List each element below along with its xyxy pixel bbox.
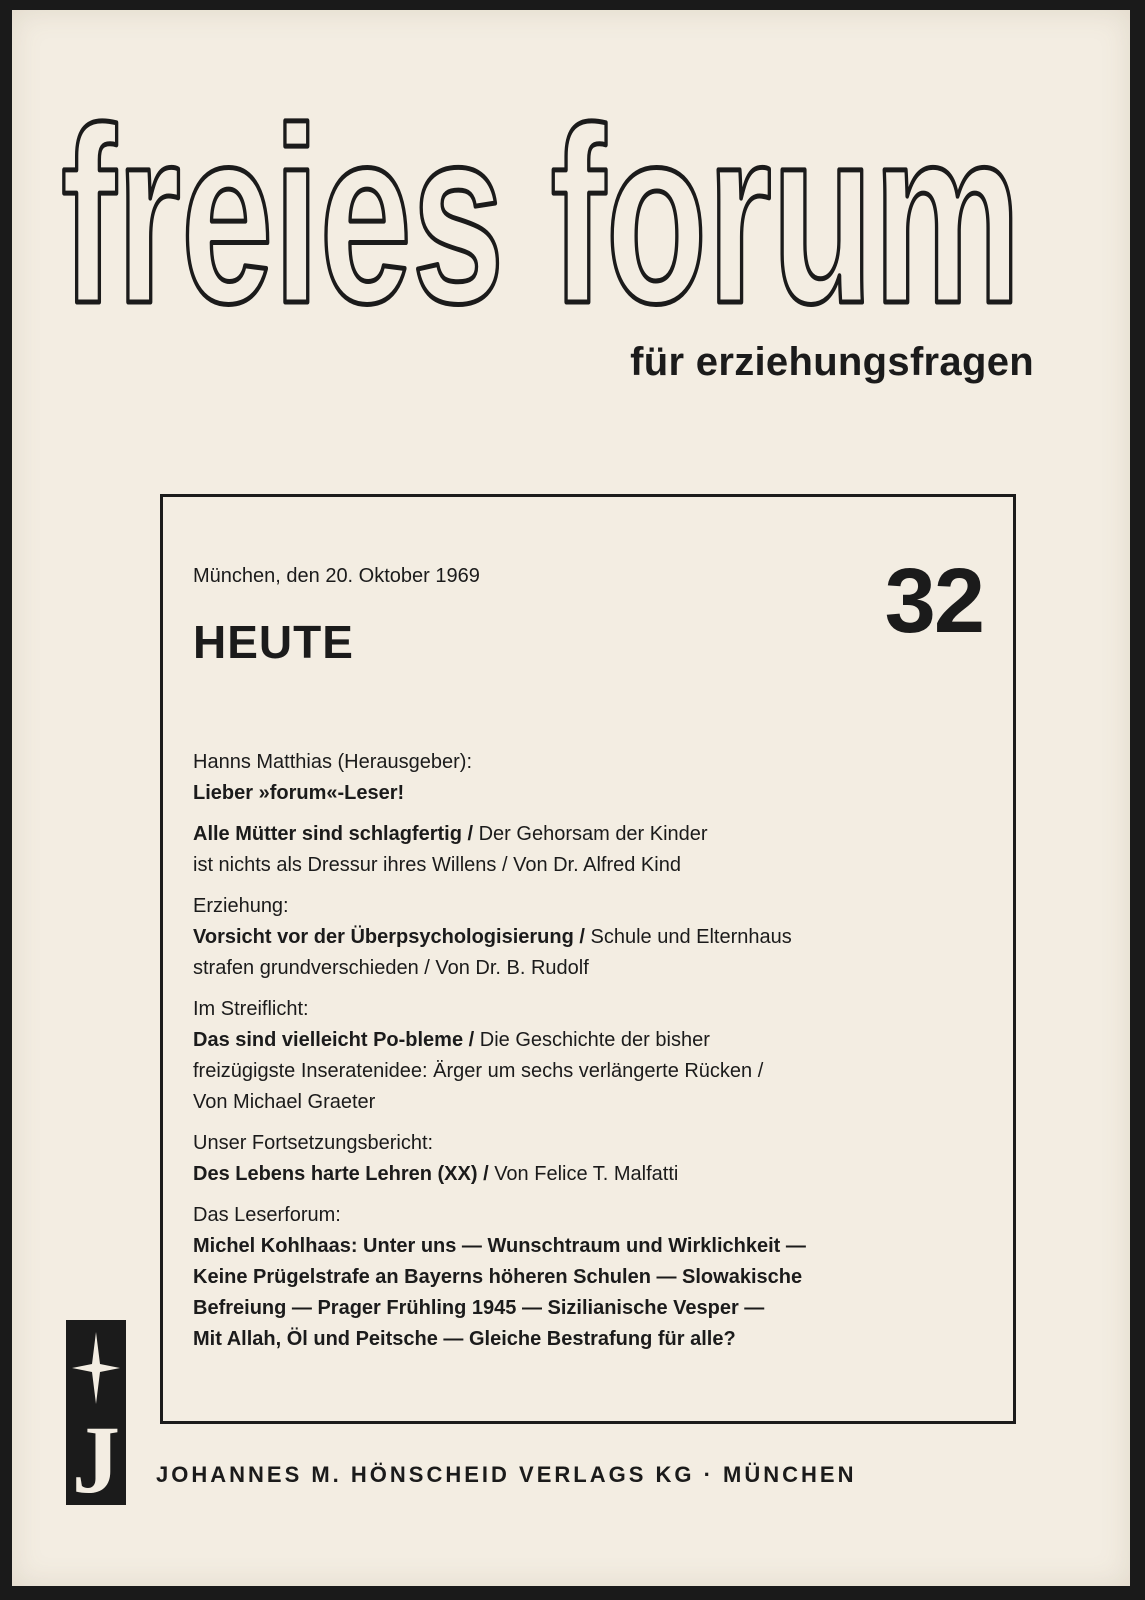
readers-forum-label: Das Leserforum:	[193, 1204, 341, 1226]
table-of-contents	[193, 747, 993, 1365]
readers-forum-line: Mit Allah, Öl und Peitsche — Gleiche Bestrafung für alle?	[193, 1328, 736, 1350]
logo-letter: J	[72, 1406, 120, 1505]
toc-entry-line	[193, 1087, 993, 1118]
contents-box	[160, 494, 1016, 1424]
toc-entry-label: Hanns Matthias (Herausgeber):	[193, 751, 473, 773]
toc-entry	[193, 747, 993, 809]
issue-date: München, den 20. Oktober 1969	[193, 565, 480, 587]
magazine-cover	[12, 10, 1130, 1586]
readers-forum-line: Keine Prügelstrafe an Bayerns höheren Schulen — Slowakische	[193, 1266, 803, 1288]
contents-heading: HEUTE	[193, 616, 354, 668]
masthead-subtitle: für erziehungsfragen	[630, 340, 1034, 384]
toc-entry	[193, 994, 993, 1118]
readers-forum-line: Michel Kohlhaas: Unter uns — Wunschtraum und Wirklichkeit —	[193, 1235, 806, 1257]
toc-entry-label: Im Streiflicht:	[193, 998, 309, 1020]
issue-number: 32	[884, 550, 983, 652]
toc-article-title: Alle Mütter sind schlagfertig /	[193, 823, 474, 845]
toc-article-detail: freizügigste Inseratenidee: Ärger um sechs verlängerte Rücken /	[193, 1060, 764, 1082]
toc-entry-line	[193, 1159, 993, 1190]
toc-article-detail: Von Michael Graeter	[193, 1091, 376, 1113]
toc-entry-line	[193, 953, 993, 984]
toc-entry-line	[193, 1056, 993, 1087]
toc-entry	[193, 891, 993, 984]
toc-entry-label: Erziehung:	[193, 895, 289, 917]
readers-forum-entry	[193, 1200, 993, 1355]
toc-entry	[193, 1128, 993, 1190]
toc-entry	[193, 819, 993, 881]
toc-article-detail: Die Geschichte der bisher	[474, 1029, 710, 1051]
toc-article-title: Das sind vielleicht Po-bleme /	[193, 1029, 475, 1051]
toc-entry-line	[193, 922, 993, 953]
publisher-logo	[66, 1320, 126, 1505]
toc-entry-line	[193, 819, 993, 850]
toc-article-title: Vorsicht vor der Überpsychologisierung /	[193, 926, 585, 948]
toc-article-title: Lieber »forum«-Leser!	[193, 782, 405, 804]
toc-article-detail: Der Gehorsam der Kinder	[473, 823, 708, 845]
readers-forum-line: Befreiung — Prager Frühling 1945 — Sizilianische Vesper —	[193, 1297, 765, 1319]
toc-article-detail: Schule und Elternhaus	[584, 926, 792, 948]
toc-entry-label: Unser Fortsetzungsbericht:	[193, 1132, 434, 1154]
masthead-title	[56, 110, 1026, 330]
toc-article-detail: Von Felice T. Malfatti	[488, 1163, 679, 1185]
toc-entry-line	[193, 778, 993, 809]
toc-article-title: Des Lebens harte Lehren (XX) /	[193, 1163, 489, 1185]
star-icon	[72, 1332, 120, 1404]
toc-article-detail: ist nichts als Dressur ihres Willens / Von Dr. Alfred Kind	[193, 854, 681, 876]
toc-article-detail: strafen grundverschieden / Von Dr. B. Rudolf	[193, 957, 589, 979]
publisher-name: JOHANNES M. HÖNSCHEID VERLAGS KG · MÜNCHEN	[156, 1462, 857, 1487]
toc-entry-line	[193, 850, 993, 881]
toc-entry-line	[193, 1025, 993, 1056]
masthead-title-text: freies forum	[61, 110, 1021, 330]
